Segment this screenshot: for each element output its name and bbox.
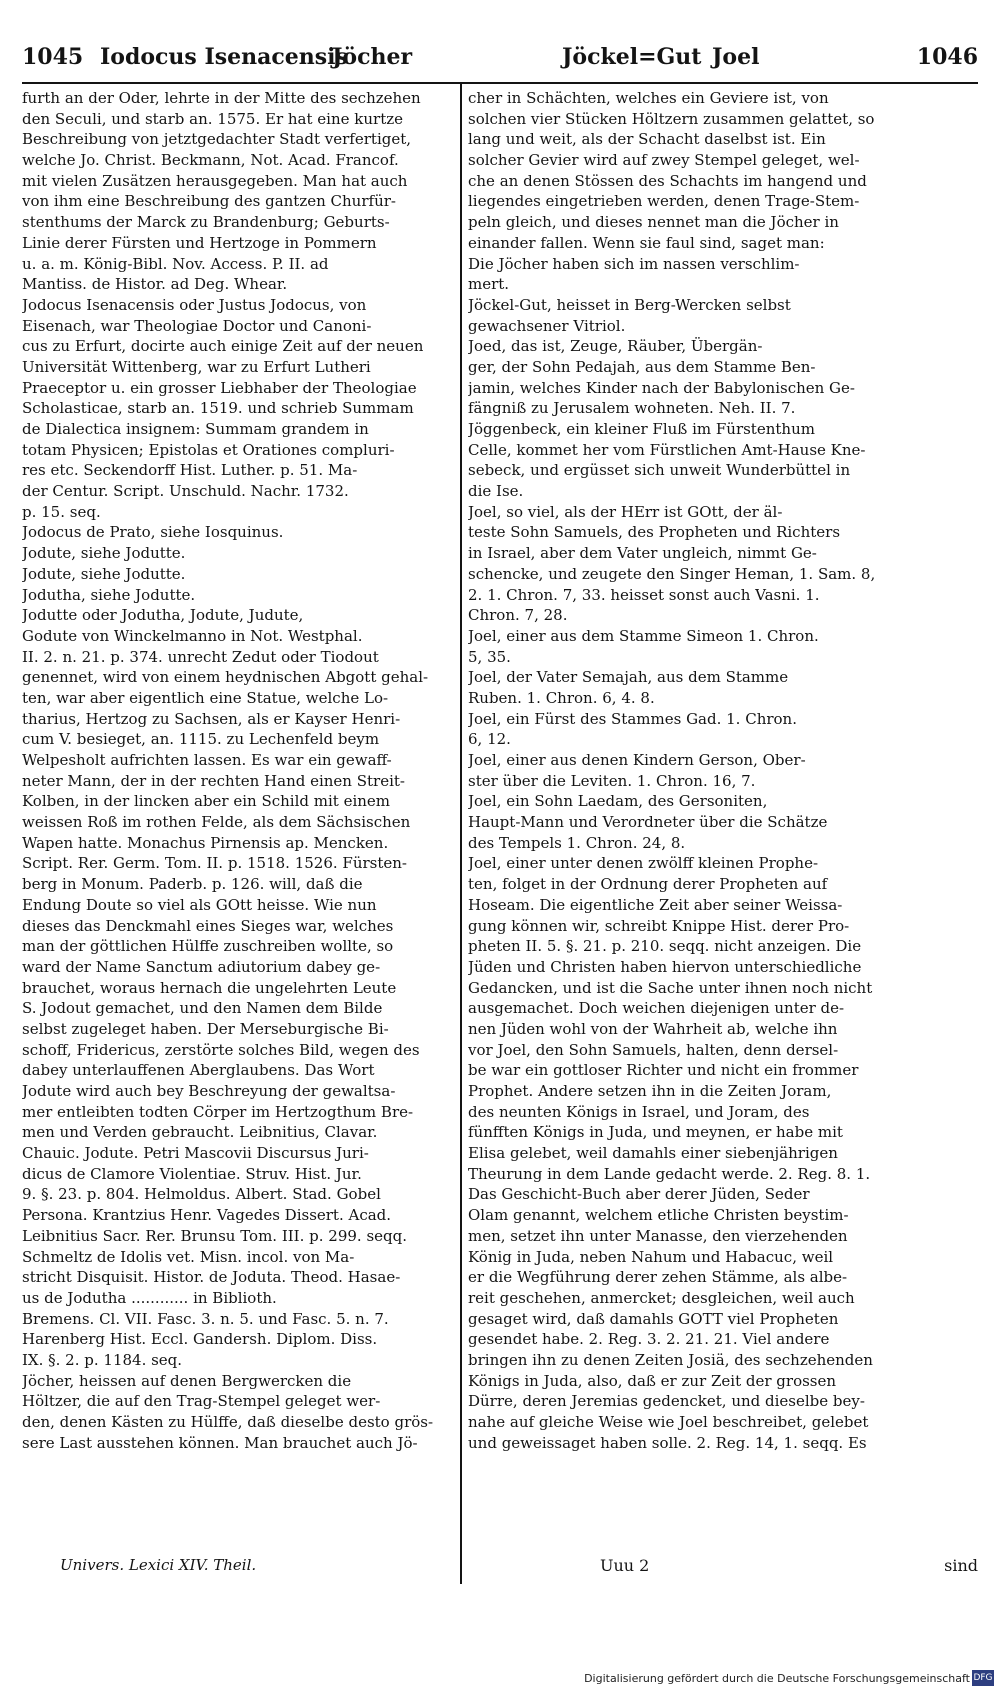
text-line: Eisenach, war Theologiae Doctor und Canoni- — [22, 316, 372, 335]
text-line: p. 15. seq. — [22, 502, 101, 521]
text-line: Königs in Juda, also, daß er zur Zeit der grossen — [468, 1371, 837, 1390]
text-line: Jöcher, heissen auf denen Bergwercken die — [22, 1371, 352, 1390]
column-divider — [460, 84, 462, 1584]
sheet-mark: Uuu 2 — [600, 1556, 650, 1575]
text-line: II. 2. n. 21. p. 374. unrecht Zedut oder Tiodout — [22, 647, 379, 666]
text-line: Praeceptor u. ein grosser Liebhaber der Theologiae — [22, 378, 417, 397]
text-line: furth an der Oder, lehrte in der Mitte des sechzehen — [22, 89, 421, 107]
text-line: Jodutte oder Jodutha, Jodute, Judute, — [22, 606, 304, 625]
text-line: ten, war aber eigentlich eine Statue, welche Lo- — [22, 688, 389, 707]
text-line: Joel, einer unter denen zwölff kleinen Prophe- — [468, 854, 819, 873]
text-line: ward der Name Sanctum adiutorium dabey ge- — [22, 957, 381, 976]
text-line: sebeck, und ergüsset sich unweit Wunderbüttel in — [468, 461, 851, 480]
text-line: welche Jo. Christ. Beckmann, Not. Acad. Francof. — [22, 151, 399, 170]
text-line: fängniß zu Jerusalem wohneten. Neh. II. 7. — [468, 399, 796, 418]
text-line: schoff, Fridericus, zerstörte solches Bild, wegen des — [22, 1040, 420, 1059]
text-line: sere Last ausstehen können. Man brauchet auch Jö- — [22, 1433, 418, 1452]
left-column — [22, 88, 452, 1453]
text-line: cum V. besieget, an. 1115. zu Lechenfeld beym — [22, 730, 380, 749]
text-line: Mantiss. de Histor. ad Deg. Whear. — [22, 275, 288, 294]
text-line: men, setzet ihn unter Manasse, den vierzehenden — [468, 1226, 848, 1245]
text-line: nahe auf gleiche Weise wie Joel beschreibet, gelebet — [468, 1413, 869, 1431]
text-line: cher in Schächten, welches ein Geviere ist, von — [468, 89, 829, 107]
text-line: Jodocus Isenacensis oder Justus Jodocus, von — [22, 295, 367, 314]
text-line: Harenberg Hist. Eccl. Gandersh. Diplom. Diss. — [22, 1330, 378, 1349]
text-line: gesendet habe. 2. Reg. 3. 2. 21. 21. Viel andere — [468, 1330, 830, 1349]
header-keyword-4: Joel — [712, 44, 760, 70]
text-line: tharius, Hertzog zu Sachsen, als er Kayser Henri- — [22, 709, 401, 728]
text-line: res etc. Seckendorff Hist. Luther. p. 51. Ma- — [22, 461, 358, 480]
text-line: einander fallen. Wenn sie faul sind, saget man: — [468, 233, 825, 252]
text-line: mit vielen Zusätzen herausgegeben. Man hat auch — [22, 171, 408, 190]
text-line: Celle, kommet her vom Fürstlichen Amt-Hause Kne- — [468, 440, 866, 459]
text-line: solchen vier Stücken Höltzern zusammen gelattet, so — [468, 109, 875, 128]
text-line: Joel, ein Fürst des Stammes Gad. 1. Chron. — [468, 709, 797, 728]
text-line: totam Physicen; Epistolas et Orationes compluri- — [22, 440, 395, 459]
text-line: Leibnitius Sacr. Rer. Brunsu Tom. III. p. 299. seqq. — [22, 1226, 407, 1245]
text-line: Jöckel-Gut, heisset in Berg-Wercken selbst — [468, 295, 791, 314]
text-line: Olam genannt, welchem etliche Christen beystim- — [468, 1206, 849, 1225]
text-line: Elisa gelebet, weil damahls einer siebenjährigen — [468, 1144, 838, 1163]
text-line: gung können wir, schreibt Knippe Hist. derer Pro- — [468, 916, 850, 935]
text-line: cus zu Erfurt, docirte auch einige Zeit auf der neuen — [22, 337, 424, 356]
header-keyword-1: Iodocus Isenacensis — [100, 44, 348, 70]
text-line: Dürre, deren Jeremias gedencket, und dieselbe bey- — [468, 1392, 865, 1411]
text-line: bringen ihn zu denen Zeiten Josiä, des sechzehenden — [468, 1350, 873, 1369]
text-line: be war ein gottloser Richter und nicht ein frommer — [468, 1061, 859, 1080]
text-line: dicus de Clamore Violentiae. Struv. Hist. Jur. — [22, 1164, 362, 1183]
text-line: Schmeltz de Idolis vet. Misn. incol. von Ma- — [22, 1247, 355, 1266]
text-line: Scholasticae, starb an. 1519. und schrieb Summam — [22, 399, 414, 418]
text-line: Jodutha, siehe Jodutte. — [22, 585, 196, 604]
text-line: 6, 12. — [468, 730, 511, 749]
text-line: von ihm eine Beschreibung des gantzen Churfür- — [22, 192, 396, 211]
page-number-left: 1045 — [22, 44, 84, 70]
text-line: vor Joel, den Sohn Samuels, halten, denn dersel- — [468, 1040, 839, 1059]
text-line: Joel, einer aus denen Kindern Gerson, Ober- — [468, 751, 806, 769]
text-line: Kolben, in der lincken aber ein Schild mit einem — [22, 792, 391, 811]
text-line: Ruben. 1. Chron. 6, 4. 8. — [468, 688, 655, 707]
text-line: Persona. Krantzius Henr. Vagedes Dissert. Acad. — [22, 1206, 392, 1225]
text-line: men und Verden gebraucht. Leibnitius, Clavar. — [22, 1123, 378, 1142]
text-line: Höltzer, die auf den Trag-Stempel geleget wer- — [22, 1392, 381, 1411]
page-header — [22, 40, 978, 80]
text-line: 2. 1. Chron. 7, 33. heisset sonst auch Vasni. 1. — [468, 585, 820, 604]
text-line: reit geschehen, anmercket; desgleichen, weil auch — [468, 1288, 855, 1307]
text-line: Jodute wird auch bey Beschreyung der gewaltsa- — [22, 1082, 396, 1100]
page-number-right: 1046 — [916, 44, 978, 70]
text-line: man der göttlichen Hülffe zuschreiben wollte, so — [22, 937, 394, 956]
volume-signature: Univers. Lexici XIV. Theil. — [60, 1556, 257, 1574]
text-line: Bremens. Cl. VII. Fasc. 3. n. 5. und Fasc. 5. n. 7. — [22, 1309, 389, 1328]
text-line: stricht Disquisit. Histor. de Joduta. Theod. Hasae- — [22, 1268, 401, 1287]
text-line: Joed, das ist, Zeuge, Räuber, Übergän- — [468, 337, 763, 356]
text-line: Jodute, siehe Jodutte. — [22, 564, 186, 583]
text-line: nen Jüden wohl von der Wahrheit ab, welche ihn — [468, 1019, 838, 1038]
text-line: des neunten Königs in Israel, und Joram, des — [468, 1102, 810, 1121]
text-line: solcher Gevier wird auf zwey Stempel geleget, wel- — [468, 151, 860, 170]
text-line: schencke, und zeugete den Singer Heman, 1. Sam. 8, — [468, 564, 876, 583]
text-line: lang und weit, als der Schacht daselbst ist. Ein — [468, 130, 826, 149]
text-line: 9. §. 23. p. 804. Helmoldus. Albert. Stad. Gobel — [22, 1185, 381, 1204]
text-line: König in Juda, neben Nahum und Habacuc, weil — [468, 1247, 834, 1266]
text-line: selbst zugeleget haben. Der Merseburgische Bi- — [22, 1019, 389, 1038]
text-line: Jüden und Christen haben hiervon unterschiedliche — [468, 957, 862, 976]
text-line: u. a. m. König-Bibl. Nov. Access. P. II. ad — [22, 254, 329, 273]
text-line: gewachsener Vitriol. — [468, 316, 626, 335]
text-line: Prophet. Andere setzen ihn in die Zeiten Joram, — [468, 1082, 832, 1100]
text-line: ausgemachet. Doch weichen diejenigen unter de- — [468, 999, 845, 1018]
text-line: Joel, ein Sohn Laedam, des Gersoniten, — [468, 792, 768, 811]
text-line: de Dialectica insignem: Summam grandem in — [22, 420, 369, 438]
text-line: Universität Wittenberg, war zu Erfurt Lutheri — [22, 357, 371, 376]
text-line: Das Geschicht-Buch aber derer Jüden, Seder — [468, 1185, 810, 1204]
text-line: neter Mann, der in der rechten Hand einen Streit- — [22, 771, 405, 790]
text-line: berg in Monum. Paderb. p. 126. will, daß die — [22, 875, 363, 894]
text-line: pheten II. 5. §. 21. p. 210. seqq. nicht anzeigen. Die — [468, 937, 862, 956]
text-line: Linie derer Fürsten und Hertzoge in Pommern — [22, 233, 377, 252]
text-line: Hoseam. Die eigentliche Zeit aber seiner Weissa- — [468, 895, 843, 914]
text-line: die Ise. — [468, 482, 524, 501]
header-keyword-3: Jöckel=Gut — [562, 44, 702, 70]
text-line: ten, folget in der Ordnung derer Propheten auf — [468, 875, 828, 894]
text-line: Joel, so viel, als der HErr ist GOtt, der äl- — [468, 502, 783, 521]
text-line: Haupt-Mann und Verordneter über die Schätze — [468, 813, 828, 832]
text-line: stenthums der Marck zu Brandenburg; Geburts- — [22, 213, 390, 232]
dfg-logo: DFG — [972, 1670, 994, 1686]
text-line: den, denen Kästen zu Hülffe, daß dieselbe desto grös- — [22, 1413, 434, 1431]
text-line: Jodocus de Prato, siehe Iosquinus. — [22, 523, 284, 542]
text-line: der Centur. Script. Unschuld. Nachr. 1732. — [22, 482, 349, 501]
text-line: Script. Rer. Germ. Tom. II. p. 1518. 1526. Fürsten- — [22, 854, 407, 873]
text-line: che an denen Stössen des Schachts im hangend und — [468, 171, 867, 190]
text-line: 5, 35. — [468, 647, 511, 666]
text-line: in Israel, aber dem Vater ungleich, nimmt Ge- — [468, 544, 817, 563]
right-column — [468, 88, 898, 1453]
text-line: Wapen hatte. Monachus Pirnensis ap. Mencken. — [22, 833, 389, 852]
digitization-credit: Digitalisierung gefördert durch die Deutsche Forschungsgemeinschaft — [584, 1672, 970, 1685]
text-line: Die Jöcher haben sich im nassen verschlim- — [468, 254, 800, 273]
header-rule — [22, 82, 978, 84]
text-line: Jöggenbeck, ein kleiner Fluß im Fürstenthum — [468, 420, 815, 438]
text-line: Gedancken, und ist die Sache unter ihnen noch nicht — [468, 978, 873, 997]
text-line: mert. — [468, 275, 510, 294]
text-line: teste Sohn Samuels, des Propheten und Richters — [468, 523, 841, 542]
text-line: brauchet, woraus hernach die ungelehrten Leute — [22, 978, 397, 997]
text-line: Welpesholt aufrichten lassen. Es war ein gewaff- — [22, 751, 392, 769]
text-line: mer entleibten todten Cörper im Hertzogthum Bre- — [22, 1102, 414, 1121]
text-line: Theurung in dem Lande gedacht werde. 2. Reg. 8. 1. — [468, 1164, 871, 1183]
text-line: des Tempels 1. Chron. 24, 8. — [468, 833, 686, 852]
text-line: IX. §. 2. p. 1184. seq. — [22, 1350, 183, 1369]
text-line: Jodute, siehe Jodutte. — [22, 544, 186, 563]
text-line: gesaget wird, daß damahls GOTT viel Propheten — [468, 1309, 839, 1328]
text-line: Beschreibung von jetztgedachter Stadt verfertiget, — [22, 130, 412, 149]
header-keyword-2: Jöcher — [332, 44, 413, 70]
text-line: S. Jodout gemachet, und den Namen dem Bilde — [22, 999, 383, 1018]
text-line: us de Jodutha ............ in Biblioth. — [22, 1288, 277, 1307]
text-line: Godute von Winckelmanno in Not. Westphal. — [22, 626, 363, 645]
text-line: Joel, einer aus dem Stamme Simeon 1. Chron. — [468, 626, 819, 645]
text-line: genennet, wird von einem heydnischen Abgott gehal- — [22, 668, 429, 687]
text-line: ster über die Leviten. 1. Chron. 16, 7. — [468, 771, 756, 790]
text-line: jamin, welches Kinder nach der Babylonischen Ge- — [468, 378, 855, 397]
text-line: liegendes eingetrieben werden, denen Trage-Stem- — [468, 192, 860, 211]
catchword: sind — [944, 1556, 978, 1575]
text-line: Joel, der Vater Semajah, aus dem Stamme — [468, 668, 789, 687]
text-line: weissen Roß im rothen Felde, als dem Sächsischen — [22, 813, 411, 832]
text-line: Endung Doute so viel als GOtt heisse. Wie nun — [22, 895, 377, 914]
text-line: Chron. 7, 28. — [468, 606, 568, 625]
text-line: und geweissaget haben solle. 2. Reg. 14, 1. seqq. Es — [468, 1433, 867, 1452]
text-line: den Seculi, und starb an. 1575. Er hat eine kurtze — [22, 109, 403, 128]
text-line: fünfften Königs in Juda, und meynen, er habe mit — [468, 1123, 843, 1142]
text-line: dabey unterlauffenen Aberglaubens. Das Wort — [22, 1061, 375, 1080]
text-line: dieses das Denckmahl eines Sieges war, welches — [22, 916, 394, 935]
text-line: peln gleich, und dieses nennet man die Jöcher in — [468, 213, 839, 232]
text-line: ger, der Sohn Pedajah, aus dem Stamme Ben- — [468, 357, 816, 376]
text-line: er die Wegführung derer zehen Stämme, als albe- — [468, 1268, 848, 1287]
text-line: Chauic. Jodute. Petri Mascovii Discursus Juri- — [22, 1144, 369, 1163]
